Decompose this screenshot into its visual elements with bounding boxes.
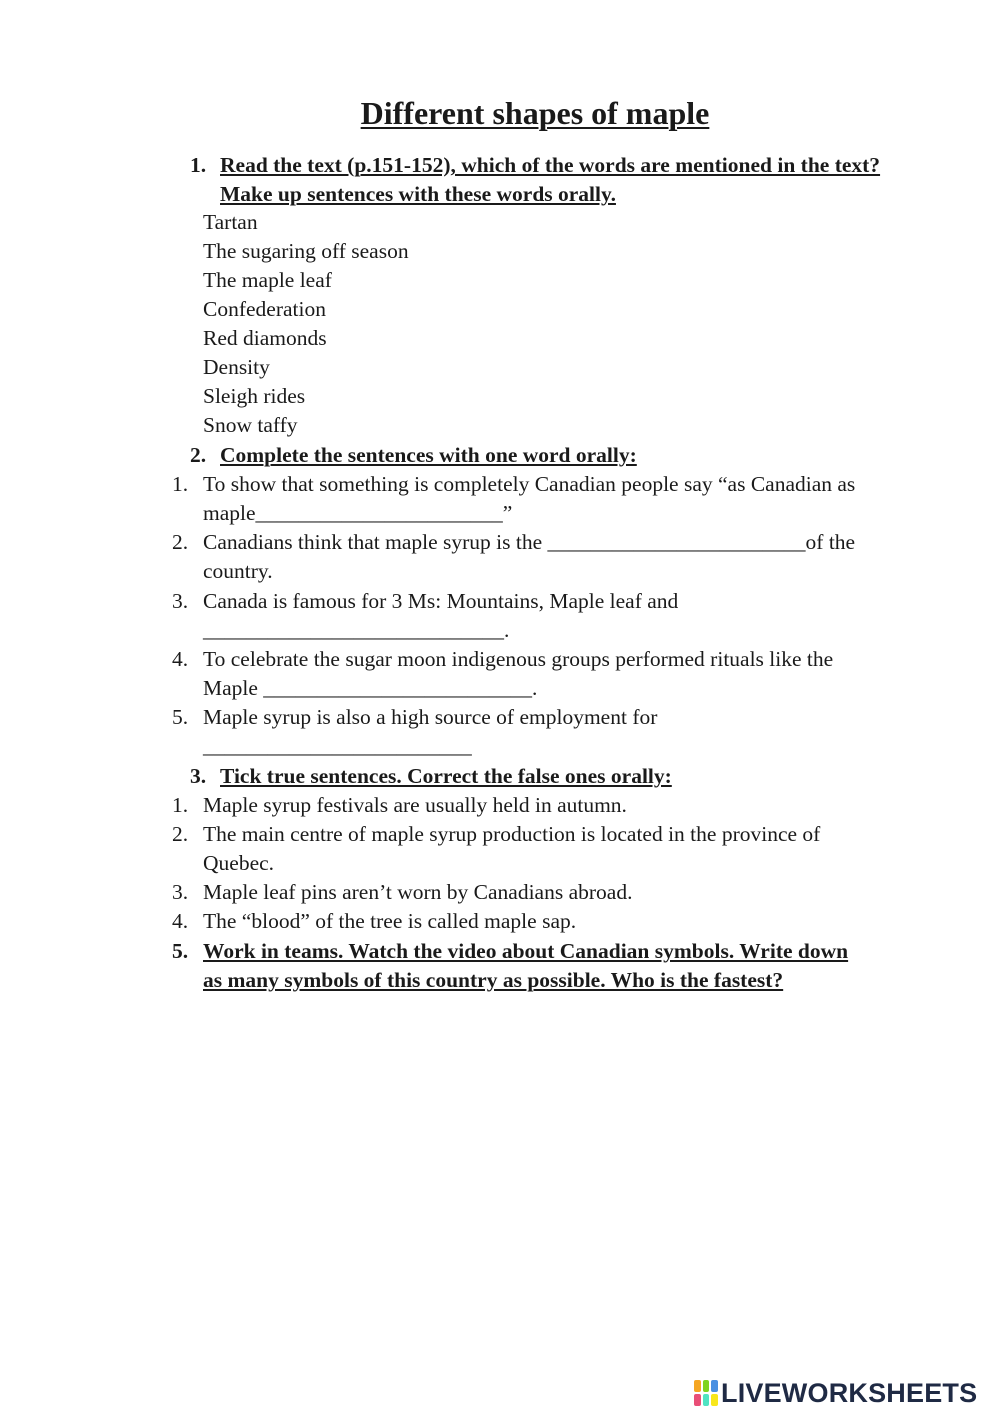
word-item: Tartan	[203, 210, 258, 234]
item-number: 1.	[172, 793, 189, 817]
logo-tile	[703, 1394, 710, 1406]
word-item: The maple leaf	[203, 268, 332, 292]
item-text: To celebrate the sugar moon indigenous groups performed rituals like the	[203, 647, 834, 671]
section-1-heading	[190, 151, 910, 209]
item-text-continued: Quebec.	[203, 851, 275, 875]
section-number: 1.	[190, 153, 207, 177]
word-item: Density	[203, 355, 270, 379]
item-number: 3.	[172, 880, 189, 904]
item-text: Maple leaf pins aren’t worn by Canadians abroad.	[203, 880, 633, 904]
word-item: Confederation	[203, 297, 326, 321]
word-item: Sleigh rides	[203, 384, 306, 408]
item-number: 4.	[172, 909, 189, 933]
item-text-continued: ____________________________.	[203, 618, 510, 642]
item-text: The “blood” of the tree is called maple sap.	[203, 909, 577, 933]
item-text: Maple syrup festivals are usually held in autumn.	[203, 793, 627, 817]
item-number: 2.	[172, 530, 189, 554]
logo-tile	[711, 1380, 718, 1392]
section-heading-text: Tick true sentences. Correct the false ones orally:	[220, 764, 672, 788]
page-title: Different shapes of maple	[360, 95, 710, 131]
section-number: 3.	[190, 764, 207, 788]
logo-icon	[694, 1380, 718, 1406]
logo-tile	[694, 1394, 701, 1406]
item-text: Maple syrup is also a high source of employment for	[203, 705, 658, 729]
section-heading-text: Complete the sentences with one word orally:	[220, 443, 637, 467]
section-2-heading	[190, 441, 910, 470]
item-text-continued: Maple _________________________.	[203, 676, 538, 700]
section-3-heading	[190, 762, 910, 791]
item-number: 5.	[172, 939, 189, 963]
item-text: To show that something is completely Canadian people say “as Canadian as	[203, 472, 856, 496]
item-number: 1.	[172, 472, 189, 496]
item-number: 3.	[172, 589, 189, 613]
item-text-continued: as many symbols of this country as possible. Who is the fastest?	[203, 968, 784, 992]
item-text: Work in teams. Watch the video about Canadian symbols. Write down	[203, 939, 849, 963]
item-text-continued: country.	[203, 559, 273, 583]
section-heading-text: Read the text (p.151-152), which of the words are mentioned in the text? Make up sentences with these words orally.	[220, 153, 881, 206]
item-text: The main centre of maple syrup production is located in the province of	[203, 822, 821, 846]
item-text: Canadians think that maple syrup is the ________________________of the	[203, 530, 856, 554]
logo-tile	[711, 1394, 718, 1406]
item-text-continued: _________________________	[203, 734, 472, 758]
item-number: 2.	[172, 822, 189, 846]
section-number: 2.	[190, 443, 207, 467]
liveworksheets-logo	[694, 1376, 977, 1410]
logo-tile	[694, 1380, 701, 1392]
item-text-continued: maple_______________________”	[203, 501, 513, 525]
item-number: 5.	[172, 705, 189, 729]
logo-tile	[703, 1380, 710, 1392]
word-item: Snow taffy	[203, 413, 298, 437]
word-item: The sugaring off season	[203, 239, 409, 263]
item-text: Canada is famous for 3 Ms: Mountains, Maple leaf and	[203, 589, 679, 613]
logo-text: LIVEWORKSHEETS	[721, 1377, 978, 1408]
word-item: Red diamonds	[203, 326, 327, 350]
item-number: 4.	[172, 647, 189, 671]
